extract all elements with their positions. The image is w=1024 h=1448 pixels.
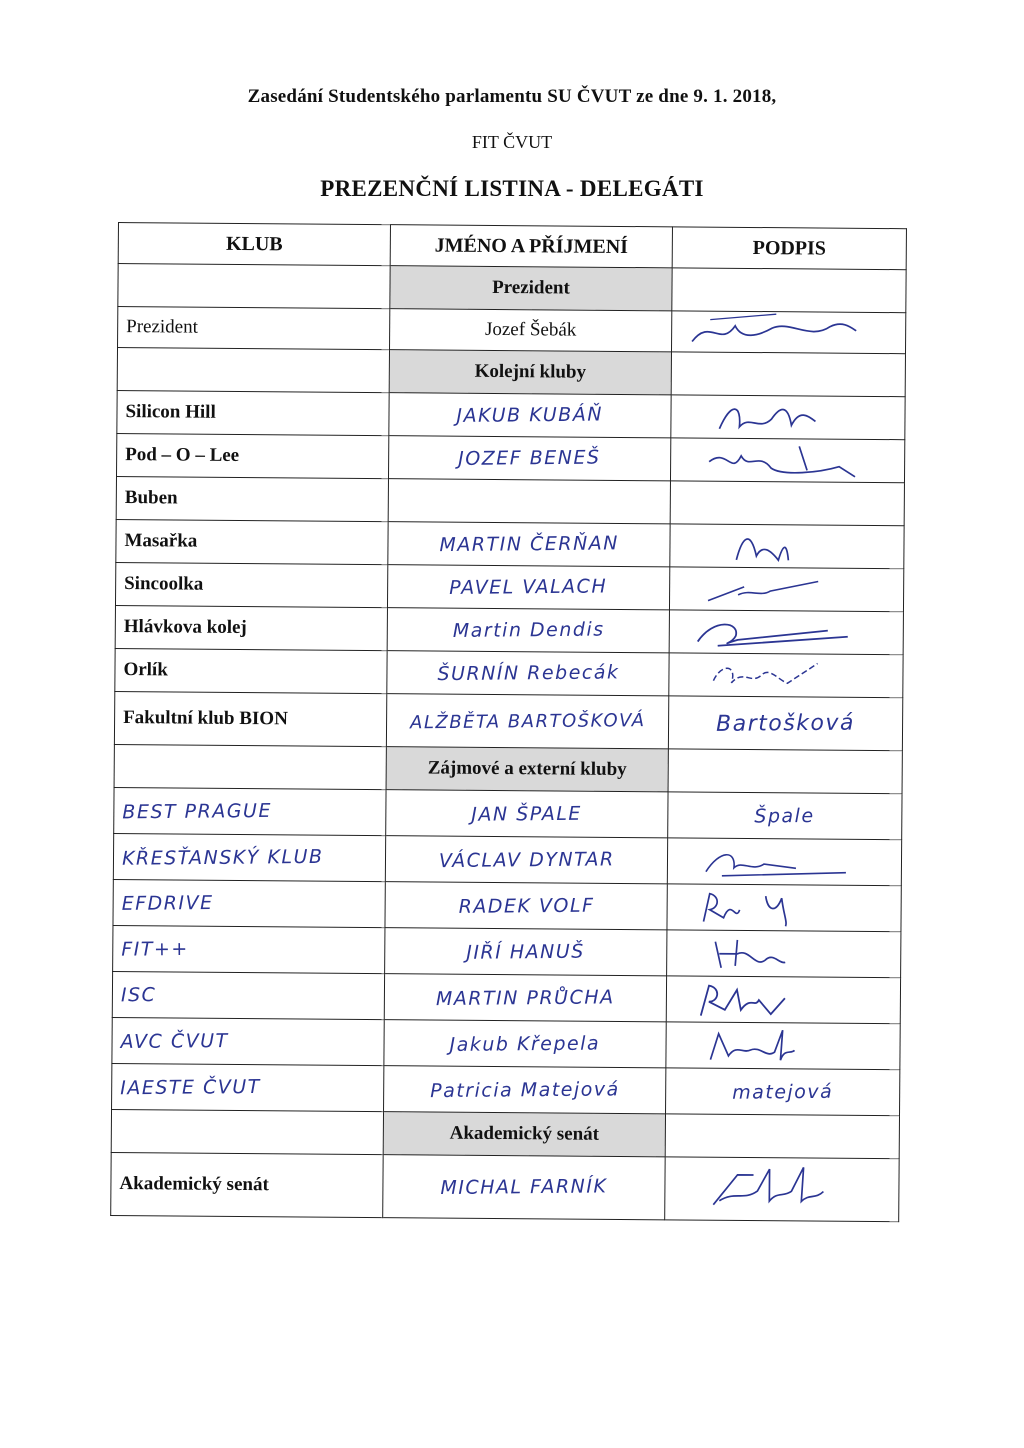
signature-cell [665,1157,899,1222]
signature-cell [670,438,904,483]
handwritten-name: JAKUB KUBÁŇ [456,403,604,427]
table-row [116,476,904,525]
signature-cell [670,481,904,526]
handwritten-signature [679,396,879,438]
signature-cell [669,653,903,698]
handwritten-signature [678,525,878,567]
section-title-senat: Akademický senát [383,1112,665,1157]
handwritten-club: EFDRIVE [121,891,214,915]
section-header-prezident [118,264,906,313]
signature-cell [667,930,901,978]
signature-cell [669,610,903,655]
column-header-signature: PODPIS [672,227,906,270]
name-cell [385,882,667,930]
table-row [112,1017,900,1069]
section-header-kolejni [117,348,905,397]
klub-cell: Buben [116,476,388,521]
handwritten-name: MARTIN ČERŇAN [439,532,619,557]
name-cell [386,694,668,749]
name-cell: Jozef Šebák [390,309,672,352]
section-header-senat [111,1109,899,1158]
handwritten-name: Jakub Křepela [449,1032,601,1056]
name-cell [384,1066,666,1114]
name-cell [389,393,671,438]
klub-cell [112,1063,384,1111]
name-cell [384,974,666,1022]
klub-cell: Pod – O – Lee [117,433,389,478]
table-row [115,562,903,611]
handwritten-name: PAVEL VALACH [449,575,608,599]
handwritten-signature [673,1160,873,1218]
handwritten-signature [676,841,876,883]
klub-cell: Silicon Hill [117,390,389,435]
klub-cell [114,787,386,835]
name-cell [386,790,668,838]
table-row [112,971,900,1023]
signature-cell [666,1068,900,1116]
table-row [115,648,903,697]
handwritten-club: ISC [120,983,157,1006]
klub-cell: Orlík [115,648,387,693]
handwritten-signature [680,311,880,353]
handwritten-signature: Špale [754,804,816,828]
name-cell [385,928,667,976]
handwritten-name: VÁCLAV DYNTAR [438,847,615,872]
section-title-kolejni: Kolejní kluby [389,350,671,395]
handwritten-name: JOZEF BENEŠ [458,446,601,470]
name-cell [387,565,669,610]
handwritten-name: ALŽBĚTA BARTOŠKOVÁ [409,709,646,733]
handwritten-signature [675,887,875,929]
klub-cell: Akademický senát [111,1152,383,1217]
table-row [116,519,904,568]
klub-cell [113,879,385,927]
table-row [111,1152,899,1221]
klub-cell: Sincoolka [115,562,387,607]
handwritten-signature: Bartošková [716,710,856,737]
handwritten-club: IAESTE ČVUT [120,1075,261,1099]
column-header-klub: KLUB [118,223,390,266]
table-row [117,390,905,439]
name-cell [388,479,670,524]
name-cell [388,522,670,567]
section-header-zajmove [114,744,902,793]
handwritten-club: BEST PRAGUE [122,799,273,823]
handwritten-signature [677,654,877,696]
handwritten-name: ŠURNÍN Rebecák [436,661,620,686]
handwritten-club: KŘESŤANSKÝ KLUB [121,845,324,870]
handwritten-signature [678,611,878,653]
signature-cell [668,696,902,751]
section-title-prezident: Prezident [390,266,672,311]
signature-cell [670,524,904,569]
handwritten-club: FIT++ [121,937,189,961]
signature-cell [668,792,902,840]
attendance-sheet [110,222,906,1250]
handwritten-name: JAN ŠPALE [471,802,583,826]
handwritten-signature [674,1025,874,1067]
name-cell [384,1020,666,1068]
table-row [118,307,906,354]
signature-cell [671,395,905,440]
signature-cell [667,884,901,932]
table-row [114,787,902,839]
table-row [113,925,901,977]
handwritten-club: AVC ČVUT [120,1029,229,1053]
handwritten-name: MARTIN PRŮCHA [435,985,615,1010]
handwritten-name: MICHAL FARNÍK [440,1175,608,1200]
column-header-row [118,223,906,270]
table-row [117,433,905,482]
name-cell [385,836,667,884]
table-row [112,1063,900,1115]
handwritten-name: RADEK VOLF [458,894,595,918]
column-header-name: JMÉNO A PŘÍJMENÍ [390,225,672,268]
handwritten-name: JIŘÍ HANUŠ [466,940,586,964]
meeting-header: Zasedání Studentského parlamentu SU ČVUT ze dne 9. 1. 2018, [247,86,777,107]
handwritten-signature [675,933,875,975]
table-row [113,833,901,885]
handwritten-name: Patricia Matejová [429,1077,620,1102]
handwritten-signature [679,439,879,481]
signature-cell [667,838,901,886]
klub-cell [112,1017,384,1065]
signature-cell [669,567,903,612]
klub-cell: Hlávkova kolej [115,605,387,650]
name-cell [388,436,670,481]
table-row [113,879,901,931]
section-title-zajmove: Zájmové a externí kluby [386,747,668,792]
klub-cell [113,925,385,973]
name-cell [387,651,669,696]
handwritten-signature [675,979,875,1021]
signature-cell [666,1022,900,1070]
signature-cell [671,311,905,354]
klub-cell [113,833,385,881]
name-cell [387,608,669,653]
klub-cell: Prezident [118,307,390,350]
handwritten-signature [678,568,878,610]
handwritten-name: Martin Dendis [452,618,605,642]
faculty-header: FIT ČVUT [471,132,553,152]
name-cell [383,1155,665,1220]
table-row [114,691,902,750]
klub-cell: Masařka [116,519,388,564]
document-title: PREZENČNÍ LISTINA - DELEGÁTI [320,176,704,201]
signature-cell [666,976,900,1024]
attendance-table [110,222,907,1222]
handwritten-signature: matejová [732,1080,834,1104]
klub-cell [112,971,384,1019]
table-row [115,605,903,654]
klub-cell: Fakultní klub BION [114,691,386,746]
